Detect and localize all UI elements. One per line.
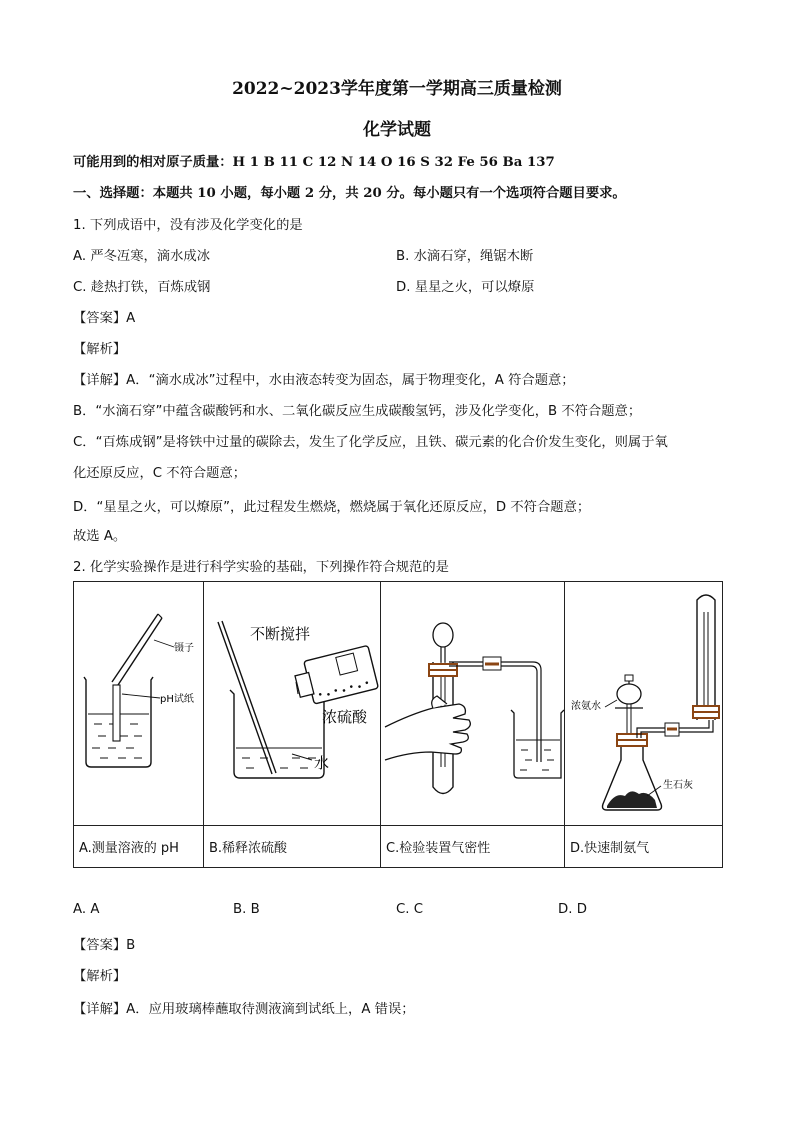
section-heading: 一、选择题：本题共 10 小题，每小题 2 分，共 20 分。每小题只有一个选项符合题目要求。 (73, 186, 626, 201)
ph-measurement-illustration (74, 582, 204, 821)
q1-detail-line: D．“星星之火，可以燎原”，此过程发生燃烧，燃烧属于氧化还原反应，D 不符合题意； (73, 500, 591, 515)
q1-option-c: C. 趁热打铁，百炼成钢 (73, 280, 211, 295)
q2-figure-table (73, 581, 723, 868)
q1-detail-line: C．“百炼成钢”是将铁中过量的碳除去，发生了化学反应，且铁、碳元素的化合价发生变化，则属于氧 (73, 435, 668, 450)
q1-option-b: B. 水滴石穿，绳锯木断 (396, 249, 534, 264)
q1-option-d: D. 星星之火，可以燎原 (396, 280, 535, 295)
quicklime-label: 生石灰 (663, 780, 693, 791)
ammonia-solution-label: 浓氨水 (571, 701, 601, 712)
q2-option-a: A. A (73, 902, 100, 917)
figure-d-cell (565, 582, 723, 826)
q2-analysis-label: 【解析】 (73, 969, 127, 984)
acid-label: 浓硫酸 (322, 708, 368, 726)
q2-answer: 【答案】B (73, 938, 136, 953)
ammonia-prep-illustration (565, 582, 723, 821)
stir-label: 不断搅拌 (250, 625, 311, 643)
ph-paper-label: pH试纸 (160, 694, 194, 705)
q1-detail-line: 化还原反应，C 不符合题意； (73, 466, 247, 481)
figure-a-cell (74, 582, 204, 826)
exam-subtitle: 化学试题 (363, 120, 431, 140)
q1-stem: 1. 下列成语中，没有涉及化学变化的是 (73, 218, 303, 233)
caption-c: C.检验装置气密性 (381, 826, 565, 868)
dilution-illustration (204, 582, 381, 821)
q2-option-b: B. B (233, 902, 260, 917)
atomic-masses-line: 可能用到的相对原子质量：H 1 B 11 C 12 N 14 O 16 S 32 Fe 56 Ba 137 (73, 155, 555, 170)
caption-b: B.稀释浓硫酸 (204, 826, 381, 868)
caption-d: D.快速制氨气 (565, 826, 723, 868)
water-label: 水 (314, 754, 330, 772)
q1-analysis-label: 【解析】 (73, 342, 127, 357)
q1-detail-line: B．“水滴石穿”中蕴含碳酸钙和水、二氧化碳反应生成碳酸氢钙，涉及化学变化，B 不符合题意； (73, 404, 642, 419)
q2-option-d: D. D (558, 902, 587, 917)
tweezers-label: 镊子 (174, 643, 194, 654)
q1-answer: 【答案】A (73, 311, 136, 326)
exam-title: 2022~2023学年度第一学期高三质量检测 (232, 79, 562, 99)
q2-option-c: C. C (396, 902, 424, 917)
figure-c-cell (381, 582, 565, 826)
q2-detail-line: 【详解】A．应用玻璃棒蘸取待测液滴到试纸上，A 错误； (73, 1002, 415, 1017)
q1-conclusion: 故选 A。 (73, 529, 127, 544)
q1-detail-line: 【详解】A．“滴水成冰”过程中，水由液态转变为固态，属于物理变化，A 符合题意； (73, 373, 575, 388)
q2-stem: 2. 化学实验操作是进行科学实验的基础，下列操作符合规范的是 (73, 560, 449, 575)
airtightness-illustration (381, 582, 565, 821)
q1-option-a: A. 严冬冱寒，滴水成冰 (73, 249, 210, 264)
caption-a: A.测量溶液的 pH (74, 826, 204, 868)
figure-b-cell (204, 582, 381, 826)
